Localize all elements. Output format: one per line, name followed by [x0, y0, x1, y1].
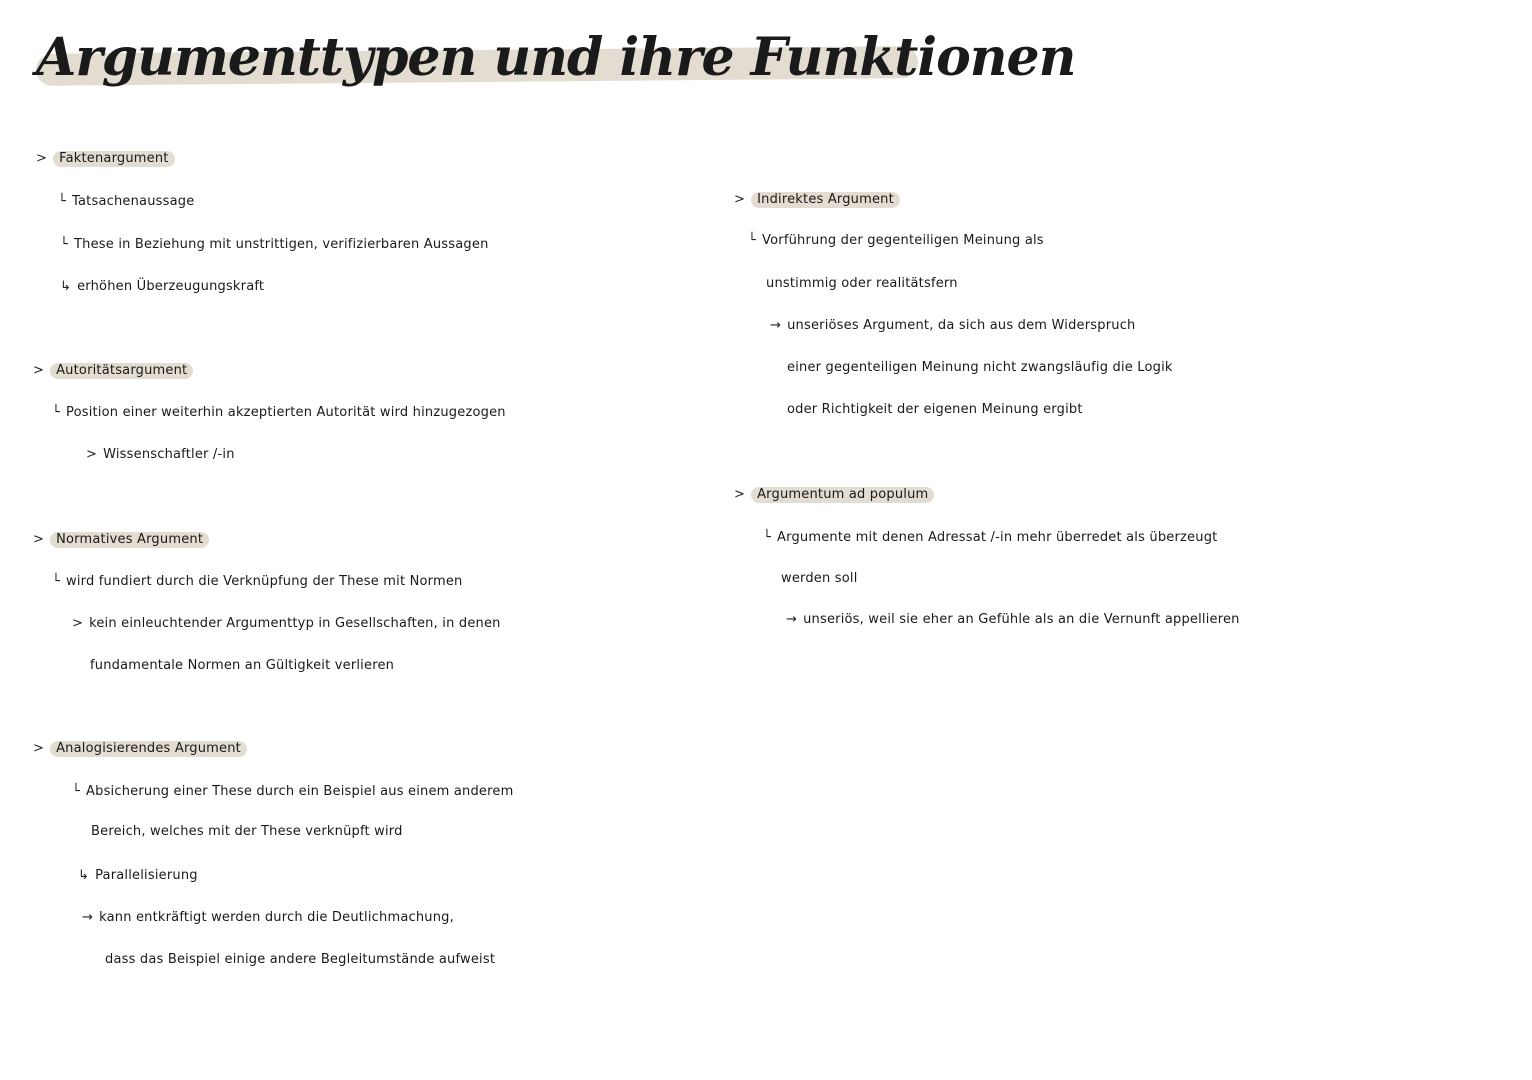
section-heading-normatives-argument — [33, 531, 209, 549]
list-item: ↳ Parallelisierung — [78, 868, 198, 883]
chevron-right-icon: > — [33, 741, 45, 756]
list-item: > kein einleuchtender Argumenttyp in Gesellschaften, in denen — [72, 616, 501, 631]
corner-arrow-icon: └ — [52, 574, 61, 589]
chevron-right-icon: > — [36, 151, 48, 166]
chevron-right-icon: > — [734, 192, 746, 207]
return-arrow-icon: ↳ — [78, 868, 90, 883]
corner-arrow-icon: └ — [58, 194, 67, 209]
page-title: Argumenttypen und ihre Funktionen — [36, 27, 1076, 88]
list-item: → unseriöses Argument, da sich aus dem Widerspruch — [770, 318, 1136, 333]
arrow-right-icon: → — [770, 318, 782, 333]
chevron-right-icon: > — [734, 487, 746, 502]
heading-label: Autoritätsargument — [50, 363, 193, 379]
section-heading-autoritaetsargument — [33, 362, 193, 380]
list-item: → kann entkräftigt werden durch die Deutlichmachung, — [82, 910, 454, 925]
list-item-continued: Bereich, welches mit der These verknüpft wird — [91, 824, 403, 839]
corner-arrow-icon: └ — [60, 237, 69, 252]
chevron-right-icon: > — [86, 447, 98, 462]
title-block — [36, 26, 1075, 90]
corner-arrow-icon: └ — [763, 530, 772, 545]
list-item-continued: einer gegenteiligen Meinung nicht zwangsläufig die Logik — [787, 360, 1173, 375]
heading-label: Faktenargument — [53, 151, 175, 167]
section-heading-argumentum-ad-populum — [734, 486, 934, 504]
heading-label: Indirektes Argument — [751, 192, 900, 208]
list-item: ↳ erhöhen Überzeugungskraft — [60, 279, 265, 294]
chevron-right-icon: > — [33, 363, 45, 378]
list-item: > Wissenschaftler /-in — [86, 447, 235, 462]
heading-label: Normatives Argument — [50, 532, 209, 548]
list-item: └ Position einer weiterhin akzeptierten Autorität wird hinzugezogen — [52, 405, 506, 420]
corner-arrow-icon: └ — [72, 784, 81, 799]
heading-label: Argumentum ad populum — [751, 487, 934, 503]
list-item-continued: fundamentale Normen an Gültigkeit verlieren — [90, 658, 395, 673]
list-item-continued: unstimmig oder realitätsfern — [766, 276, 958, 291]
section-heading-analogisierendes-argument — [33, 740, 247, 758]
section-heading-indirektes-argument — [734, 191, 900, 209]
list-item: └ Absicherung einer These durch ein Beispiel aus einem anderem — [72, 784, 514, 799]
list-item: └ Tatsachenaussage — [58, 194, 195, 209]
section-heading-faktenargument — [36, 150, 175, 168]
return-arrow-icon: ↳ — [60, 279, 72, 294]
chevron-right-icon: > — [72, 616, 84, 631]
list-item: └ Vorführung der gegenteiligen Meinung als — [748, 233, 1044, 248]
list-item: └ These in Beziehung mit unstrittigen, verifizierbaren Aussagen — [60, 237, 489, 252]
arrow-right-icon: → — [786, 612, 798, 627]
corner-arrow-icon: └ — [52, 405, 61, 420]
list-item: └ wird fundiert durch die Verknüpfung der These mit Normen — [52, 574, 463, 589]
list-item: → unseriös, weil sie eher an Gefühle als an die Vernunft appellieren — [786, 612, 1240, 627]
list-item-continued: oder Richtigkeit der eigenen Meinung ergibt — [787, 402, 1083, 417]
list-item: └ Argumente mit denen Adressat /-in mehr überredet als überzeugt — [763, 530, 1218, 545]
list-item-continued: werden soll — [781, 571, 858, 586]
arrow-right-icon: → — [82, 910, 94, 925]
corner-arrow-icon: └ — [748, 233, 757, 248]
list-item-continued: dass das Beispiel einige andere Begleitumstände aufweist — [105, 952, 496, 967]
heading-label: Analogisierendes Argument — [50, 741, 247, 757]
chevron-right-icon: > — [33, 532, 45, 547]
